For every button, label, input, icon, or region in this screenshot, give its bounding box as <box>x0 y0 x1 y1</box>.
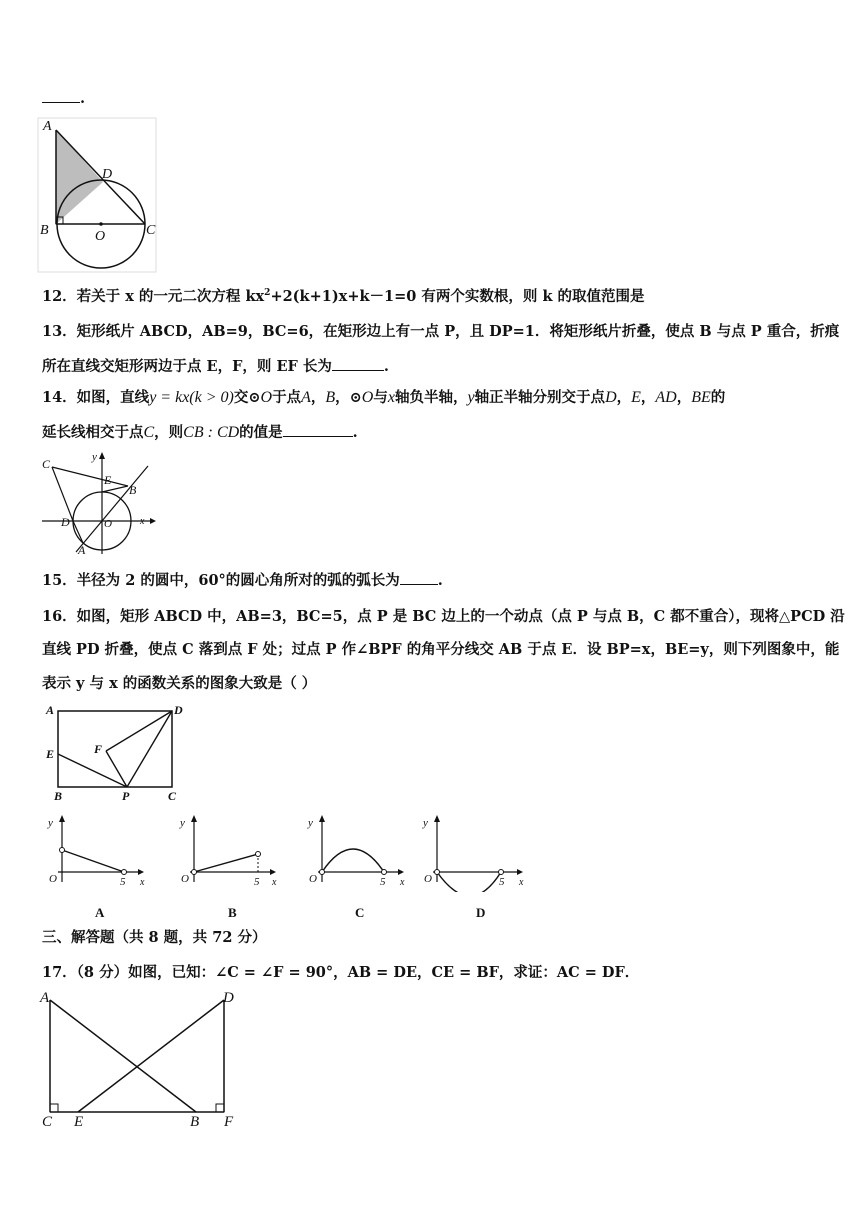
label-5: 5 <box>254 876 260 888</box>
text-fragment: ， <box>310 389 326 406</box>
text-fragment: 所在直线交矩形两边于点 E，F，则 EF 长为 <box>42 358 332 375</box>
label-x: x <box>272 877 277 888</box>
label-y: y <box>423 817 428 829</box>
text-fragment: 轴正半轴分别交于点 <box>474 389 606 406</box>
label-a: A <box>40 990 50 1006</box>
text-fragment: y = kx(k > 0) <box>149 389 234 406</box>
label-y: y <box>48 817 53 829</box>
text-fragment: 与 <box>373 389 388 406</box>
label-b: B <box>40 223 49 238</box>
label-p: P <box>122 789 130 802</box>
label-b: B <box>129 483 137 497</box>
text-fragment: 延长线相交于点 <box>42 424 144 441</box>
label-o: O <box>104 518 112 530</box>
text-fragment: O <box>361 389 374 406</box>
label-5: 5 <box>120 876 126 888</box>
label-x: x <box>140 516 145 527</box>
label-e: E <box>46 747 55 761</box>
answer-blank <box>283 422 353 437</box>
question-13-line1: 13．矩形纸片 ABCD，AB=9，BC=6，在矩形边上有一点 P，且 DP=1．将矩形纸片折叠，使点 B 与点 P 重合，折痕 <box>42 323 840 340</box>
text-fragment: 的 <box>710 389 726 406</box>
label-c: C <box>42 457 51 471</box>
label-o: O <box>49 873 57 885</box>
question-14-line2 <box>42 421 358 442</box>
label-a: A <box>43 119 52 134</box>
option-graph-d <box>415 812 530 892</box>
text-fragment: A <box>301 389 311 406</box>
label-d: D <box>223 990 234 1006</box>
question-17: 17．（8 分）如图，已知：∠C = ∠F = 90°，AB = DE，CE = BF，求证：AC = DF． <box>42 964 640 981</box>
text-fragment: E <box>631 389 641 406</box>
label-c: C <box>168 789 177 802</box>
text-fragment: O <box>260 389 273 406</box>
text-fragment: 交⊙ <box>233 389 261 406</box>
text-fragment: ， <box>616 389 632 406</box>
text-fragment: B <box>325 389 336 406</box>
question-13-line2 <box>42 355 389 376</box>
label-c: C <box>146 223 156 238</box>
option-graph-a <box>40 812 150 892</box>
question-16-line3: 表示 y 与 x 的函数关系的图象大致是（ ） <box>42 675 317 692</box>
text-fragment: ， <box>640 389 656 406</box>
label-y: y <box>308 817 313 829</box>
figure-q11 <box>36 116 166 276</box>
figure-q17 <box>36 988 246 1128</box>
text-fragment: CB : CD <box>183 424 240 441</box>
text-fragment: AD <box>655 389 677 406</box>
text-fragment: 轴负半轴， <box>394 389 468 406</box>
text-fragment: +2(k+1)x+k－1=0 有两个实数根，则 k 的取值范围是 <box>270 288 645 305</box>
label-d: D <box>61 515 70 529</box>
label-5: 5 <box>499 876 505 888</box>
option-label-d[interactable]: D <box>476 905 486 920</box>
question-16-line1: 16．如图，矩形 ABCD 中，AB=3，BC=5，点 P 是 BC 边上的一个动点（点 P 与点 B，C 都不重合），现将△PCD 沿 <box>42 608 845 625</box>
text-fragment: . <box>352 424 358 441</box>
label-o: O <box>95 229 106 244</box>
option-label-a[interactable]: A <box>95 905 105 920</box>
text-fragment: ，则 <box>154 424 184 441</box>
text-fragment: 的值是 <box>239 424 283 441</box>
label-y: y <box>180 817 185 829</box>
text-fragment: . <box>80 90 86 107</box>
text-fragment: BE <box>691 389 711 406</box>
text-fragment: ， <box>676 389 692 406</box>
label-o: O <box>181 873 189 885</box>
label-f: F <box>94 742 103 756</box>
section-3-title: 三、解答题（共 8 题，共 72 分） <box>42 929 267 946</box>
question-16-line2: 直线 PD 折叠，使点 C 落到点 F 处；过点 P 作∠BPF 的角平分线交 AB 于点 E．设 BP=x，BE=y，则下列图象中，能 <box>42 641 840 658</box>
label-f: F <box>224 1114 234 1128</box>
figure-q14 <box>40 450 160 560</box>
option-graph-b <box>172 812 282 892</box>
label-d: D <box>174 703 183 717</box>
label-a: A <box>78 543 86 557</box>
question-12: 12．若关于 x 的一元二次方程 $kx^2+2(k+1)x+k-1=0$ 有两个实数根，则 k 的取值范围是 <box>42 288 645 305</box>
text-fragment: 12．若关于 x 的一元二次方程 kx <box>42 288 265 305</box>
answer-blank <box>332 356 384 371</box>
label-x: x <box>519 877 524 888</box>
text-fragment: 于点 <box>272 389 302 406</box>
label-5: 5 <box>380 876 386 888</box>
answer-blank <box>400 570 438 585</box>
text-fragment: C <box>143 424 155 441</box>
text-fragment: x <box>387 389 395 406</box>
text-fragment: ，⊙ <box>335 389 362 406</box>
label-b: B <box>54 789 63 802</box>
text-fragment: . <box>383 358 389 375</box>
label-o: O <box>424 873 432 885</box>
label-y: y <box>92 451 97 463</box>
label-a: A <box>46 703 55 717</box>
label-x: x <box>400 877 405 888</box>
label-d: D <box>102 167 113 182</box>
text-fragment: y <box>467 389 475 406</box>
figure-q16 <box>40 702 200 802</box>
answer-blank <box>42 88 80 103</box>
text-fragment: . <box>437 572 443 589</box>
label-c: C <box>42 1114 53 1128</box>
option-label-c[interactable]: C <box>355 905 365 920</box>
top-answer-line <box>42 88 85 107</box>
label-o: O <box>309 873 317 885</box>
option-label-b[interactable]: B <box>228 905 237 920</box>
label-e: E <box>104 473 112 487</box>
text-fragment: D <box>605 389 617 406</box>
question-14-line1 <box>42 386 725 407</box>
text-fragment: 15．半径为 2 的圆中，60°的圆心角所对的弧的弧长为 <box>42 572 400 589</box>
label-e: E <box>74 1114 84 1128</box>
text-fragment: 14．如图，直线 <box>42 389 150 406</box>
label-x: x <box>140 877 145 888</box>
option-graph-c <box>300 812 410 892</box>
label-b: B <box>190 1114 200 1128</box>
question-15 <box>42 569 443 590</box>
